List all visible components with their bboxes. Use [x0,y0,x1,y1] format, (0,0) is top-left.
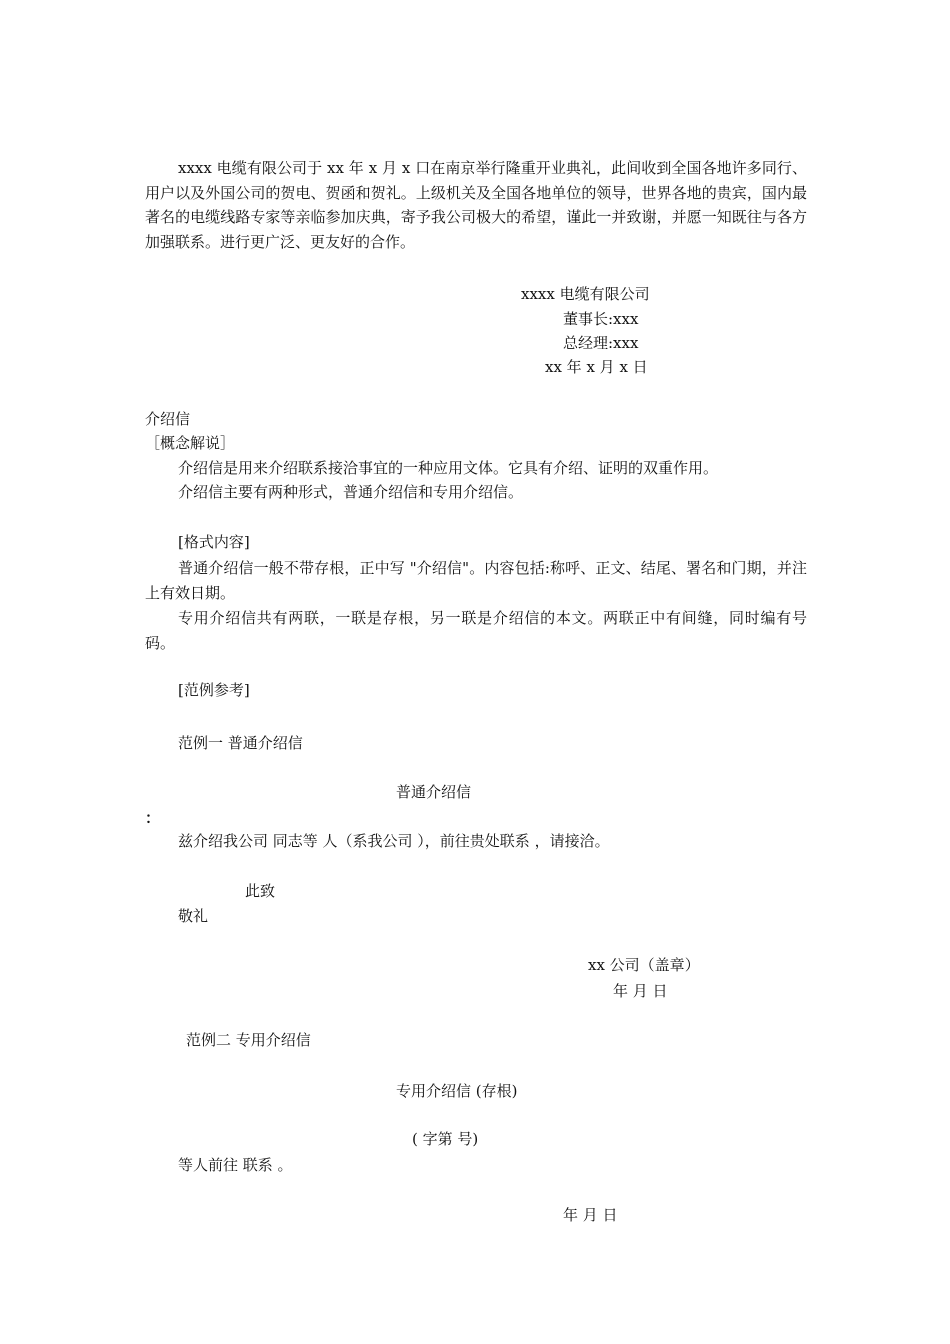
example-one-date: 年 月 日 [613,982,668,1000]
signature-manager: 总经理:xxx [563,334,639,352]
example-one-title: 普通介绍信 [396,783,472,801]
opening-paragraph: xxxx 电缆有限公司于 xx 年 x 月 x 口在南京举行隆重开业典礼，此间收到全国各地许多同行、用户以及外国公司的贺电、贺函和贺礼。上级机关及全国各地单位的领导，世界各地的贵宾，国内最著名的电缆线路专家等亲临参加庆典，寄予我公司极大的希望，谨此一并致谢，并愿一知既往与各方加强联系。进行更广泛、更友好的合作。 [145,159,807,251]
concept-heading: ［概念解说］ [145,434,236,452]
concept-text-2: 介绍信主要有两种形式，普通介绍信和专用介绍信。 [178,483,524,501]
signature-company: xxxx 电缆有限公司 [521,285,650,303]
example-one-salutation: ： [145,809,161,827]
example-two-date: 年 月 日 [563,1206,618,1224]
example-one-closing-1: 此致 [245,882,276,900]
example-one-closing-2: 敬礼 [178,907,209,925]
example-one-label: 范例一 普通介绍信 [178,734,303,752]
section-title: 介绍信 [145,410,191,428]
example-one-sign: xx 公司（盖章） [588,956,700,974]
examples-heading: [范例参考] [178,681,250,699]
signature-chairman: 董事长:xxx [563,310,639,328]
example-two-body: 等人前往 联系 。 [178,1156,293,1174]
format-text-1: 普通介绍信一般不带存根，正中写 "介绍信"。内容包括:称呼、正文、结尾、署名和门期，并注上有效日期。 [145,559,807,602]
format-text-2: 专用介绍信共有两联，一联是存根，另一联是介绍信的本文。两联正中有间缝，同时编有号码。 [145,609,807,652]
format-heading: [格式内容] [178,533,250,551]
signature-date: xx 年 x 月 x 日 [545,358,648,376]
example-two-label: 范例二 专用介绍信 [186,1031,311,1049]
concept-text-1: 介绍信是用来介绍联系接洽事宜的一种应用文体。它具有介绍、证明的双重作用。 [178,459,719,477]
example-one-body: 兹介绍我公司 同志等 人（系我公司 ），前往贵处联系 ，请接洽。 [178,832,610,850]
example-two-number: ( 字第 号) [412,1130,479,1148]
example-two-title: 专用介绍信 (存根) [396,1082,518,1100]
